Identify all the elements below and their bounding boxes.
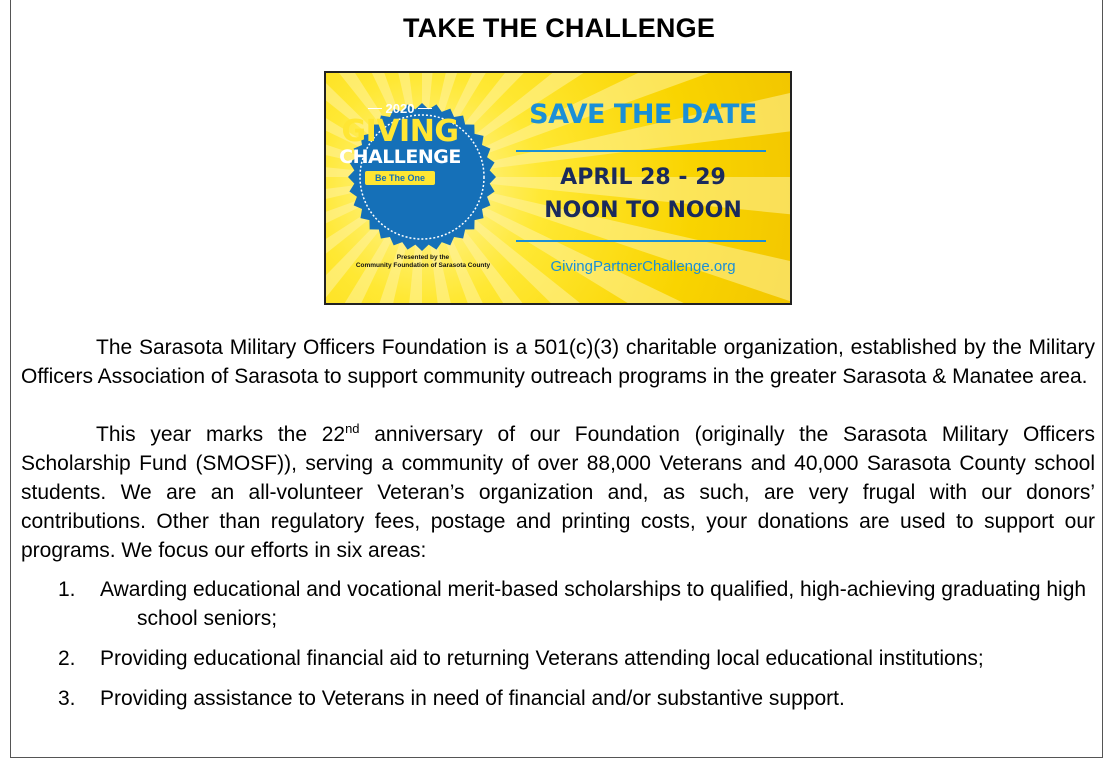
focus-areas-list (21, 575, 1095, 724)
save-the-date: SAVE THE DATE (529, 99, 757, 130)
event-time: NOON TO NOON (544, 198, 742, 223)
badge-challenge: CHALLENGE (339, 146, 461, 168)
ordinal-superscript: nd (345, 421, 360, 436)
presented-line-2: Community Foundation of Sarasota County (355, 262, 491, 269)
presented-line-1: Presented by the (396, 254, 450, 261)
badge-giving: GIVING (341, 114, 459, 149)
paragraph-1-text: The Sarasota Military Officers Foundation is a 501(c)(3) charitable organization, established by the Military Officers Association of Sarasota to support community outreach programs in the greater Sarasota & Manatee area. (21, 336, 1095, 388)
paragraph-foundation-intro (21, 333, 1095, 391)
badge-tagline: Be The One (365, 171, 435, 185)
giving-challenge-banner (324, 71, 792, 305)
list-number: 2. (58, 647, 76, 670)
badge-content (326, 73, 474, 221)
list-number: 1. (58, 578, 76, 601)
event-dates: APRIL 28 - 29 (560, 165, 726, 190)
badge-year-line-left (368, 108, 382, 110)
list-text: Providing educational financial aid to returning Veterans attending local educational institutions; (100, 647, 984, 670)
event-website: GivingPartnerChallenge.org (550, 258, 736, 275)
list-item (21, 575, 1095, 633)
page-title: TAKE THE CHALLENGE (402, 13, 716, 43)
list-text: Awarding educational and vocational merit-based scholarships to qualified, high-achieving graduating high school seniors; (100, 578, 1087, 630)
paragraph-2-text-start: This year marks the 22 (96, 423, 346, 446)
list-item (21, 644, 1095, 673)
presented-by (340, 254, 506, 270)
badge-year-text: 2020 (385, 101, 415, 116)
list-item (21, 684, 1095, 713)
paragraph-anniversary (21, 420, 1095, 565)
paragraph-2-text-end: anniversary of our Foundation (originally the Sarasota Military Officers Scholarship Fund (SMOSF)), serving a community of over 88,000 Veterans and 40,000 Sarasota County school students. We are an all-volunteer Veteran’s organization and, as such, are very frugal with our donors’ contributions. Other than regulatory fees, postage and printing costs, your donations are used to support our programs. We focus our efforts in six areas: (21, 423, 1095, 562)
list-text: Providing assistance to Veterans in need of financial and/or substantive support. (100, 687, 845, 710)
banner-rule-bottom (516, 240, 766, 242)
badge-year-line-right (418, 108, 432, 110)
list-number: 3. (58, 687, 76, 710)
banner-rule-top (516, 150, 766, 152)
